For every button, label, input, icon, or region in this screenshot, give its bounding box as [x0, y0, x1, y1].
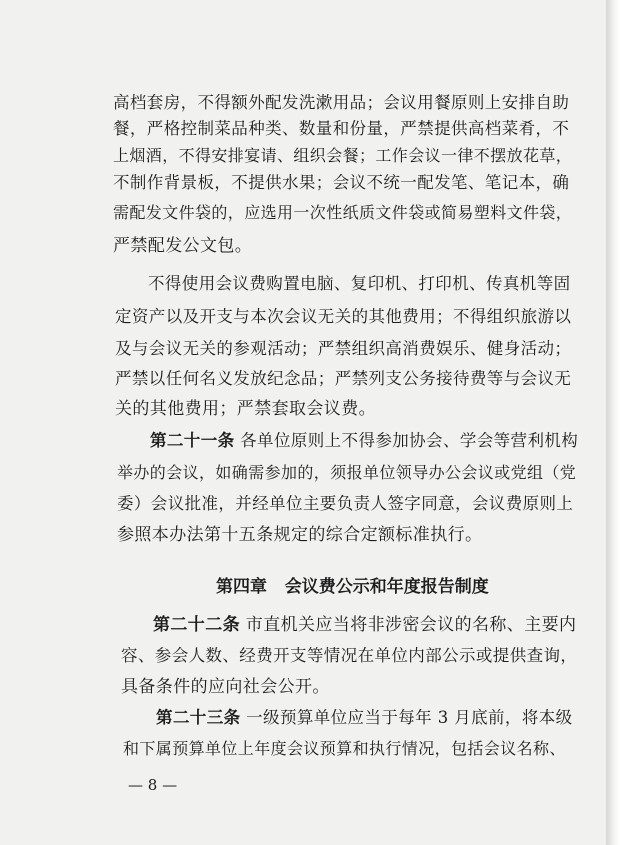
article22-line-2: 容、参会人数、经费开支等情况在单位内部公示或提供查询， [121, 646, 578, 665]
paragraph1-line-2: 餐，严格控制菜品种类、数量和份量，严禁提供高档菜肴，不 [113, 119, 570, 138]
chapter4-title: 第四章 会议费公示和年度报告制度 [216, 577, 489, 597]
paragraph2-line-1: 不得使用会议费购置电脑、复印机、打印机、传真机等固 [148, 274, 571, 293]
paragraph1-line-4: 不制作背景板，不提供水果；会议不统一配发笔、笔记本，确 [113, 173, 570, 192]
article21-label: 第二十一条 [150, 431, 235, 450]
article22-text: 市直机关应当将非涉密会议的名称、主要内 [240, 615, 577, 635]
paragraph1-line-3: 上烟酒，不得安排宴请、组织会餐；工作会议一律不摆放花草， [113, 146, 573, 165]
paragraph2-line-2: 定资产以及开支与本次会议无关的其他费用；不得组织旅游以 [115, 307, 572, 326]
article23-first-line [156, 707, 573, 729]
paragraph2-line-4: 严禁以任何名义发放纪念品；严禁列支公务接待费等与会议无 [115, 369, 572, 388]
page-edge-shadow [606, 0, 620, 845]
page-number: — 8 — [128, 776, 178, 794]
paragraph1-line-1: 高档套房，不得额外配发洗漱用品；会议用餐原则上安排自助 [113, 93, 570, 112]
article23-label: 第二十三条 [156, 708, 241, 727]
article22-label: 第二十二条 [153, 615, 240, 635]
paragraph1-line-5: 需配发文件袋的，应选用一次性纸质文件袋或简易塑料文件袋， [113, 203, 573, 222]
article21-line-4: 参照本办法第十五条规定的综合定额标准执行。 [117, 525, 483, 545]
paragraph2-line-5: 关的其他费用；严禁套取会议费。 [115, 399, 376, 419]
article23-line-2: 和下属预算单位上年度会议预算和执行情况，包括会议名称、 [123, 739, 566, 758]
article22-line-3: 具备条件的应向社会公开。 [121, 677, 330, 697]
paragraph2-line-3: 及与会议无关的参观活动；严禁组织高消费娱乐、健身活动； [115, 339, 572, 358]
paragraph1-line-6: 严禁配发公文包。 [113, 236, 253, 256]
article21-text: 各单位原则上不得参加协会、学会等营利机构 [234, 431, 579, 450]
article21-line-2: 举办的会议，如确需参加的，须报单位领导办公会议或党组（党 [117, 463, 577, 482]
article21-line-3: 委）会议批准，并经单位主要负责人签字同意，会议费原则上 [117, 494, 574, 513]
article22-first-line [153, 614, 576, 636]
article21-first-line [150, 430, 578, 452]
article23-text: 一级预算单位应当于每年 3 月底前，将本级 [240, 708, 573, 727]
